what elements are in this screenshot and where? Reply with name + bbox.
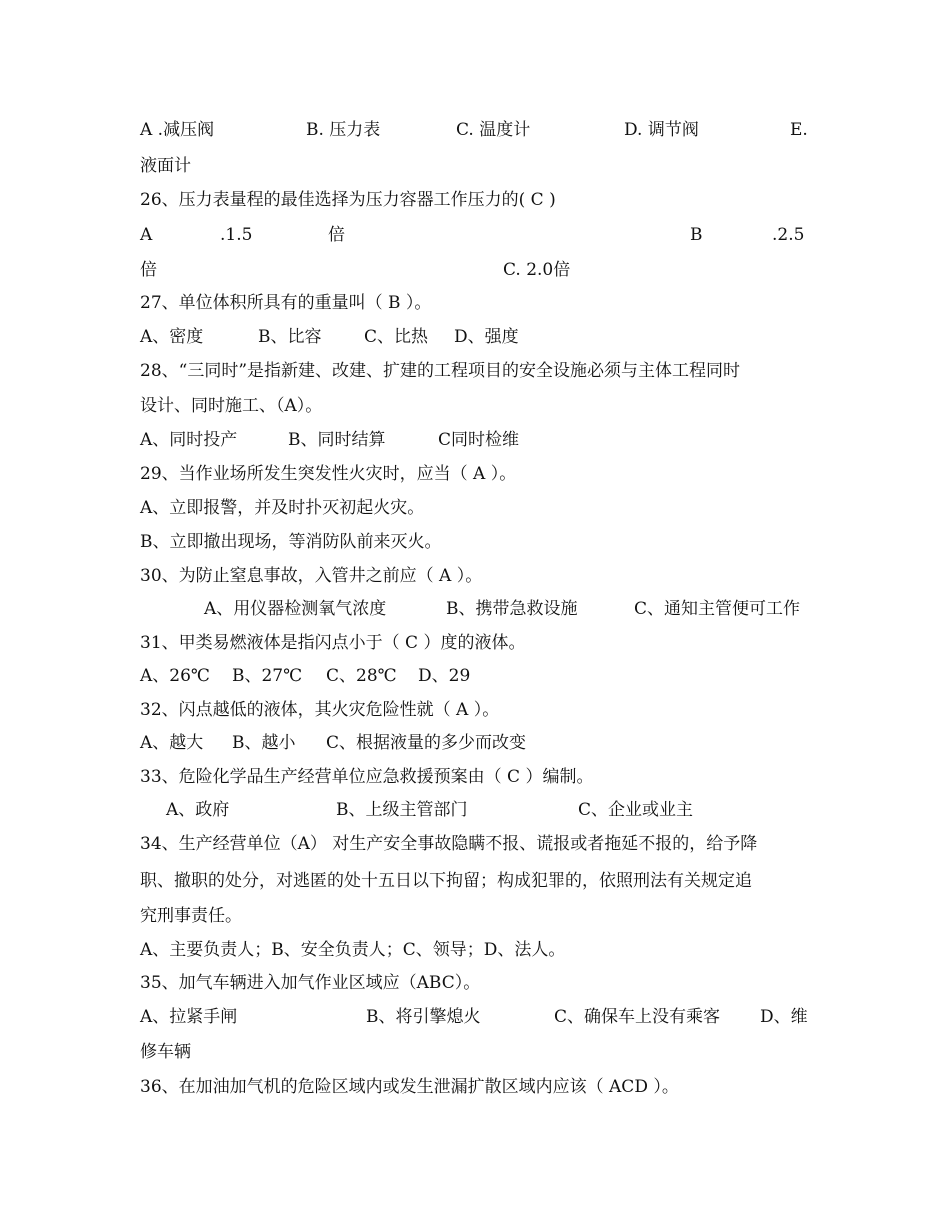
option-b: B. 压力表 bbox=[306, 120, 381, 140]
option-a-value: .1.5 bbox=[220, 225, 253, 245]
question-33: 33、危险化学品生产经营单位应急救援预案由（ C ）编制。 bbox=[140, 767, 594, 787]
question-34: 34、生产经营单位（A） 对生产安全事故隐瞒不报、谎报或者拖延不报的，给予降 bbox=[140, 834, 758, 854]
question-28: 28、“三同时”是指新建、改建、扩建的工程项目的安全设施必须与主体工程同时 bbox=[140, 361, 741, 381]
option-b: B、27℃ bbox=[232, 666, 303, 686]
option-a: A、拉紧手闸 bbox=[140, 1007, 238, 1027]
option-b: B、上级主管部门 bbox=[336, 800, 468, 820]
option-b: B、同时结算 bbox=[288, 430, 386, 450]
option-a: A、26℃ bbox=[140, 666, 210, 686]
option-b: B、越小 bbox=[232, 733, 296, 753]
option-c: C. 2.0倍 bbox=[503, 260, 571, 280]
option-a: A .减压阀 bbox=[140, 120, 215, 140]
option-b: B、携带急救设施 bbox=[446, 599, 578, 619]
question-26: 26、压力表量程的最佳选择为压力容器工作压力的( C ) bbox=[140, 190, 556, 210]
question-31: 31、甲类易燃液体是指闪点小于（ C ）度的液体。 bbox=[140, 633, 526, 653]
text-line: 职、撤职的处分，对逃匿的处十五日以下拘留；构成犯罪的，依照刑法有关规定追 bbox=[140, 871, 752, 891]
option-b: B bbox=[690, 225, 703, 245]
option-b-unit: 倍 bbox=[140, 260, 157, 280]
option-b-value: .2.5 bbox=[772, 225, 805, 245]
option-c: C、28℃ bbox=[326, 666, 397, 686]
question-32: 32、闪点越低的液体，其火灾危险性就（ A ）。 bbox=[140, 700, 500, 720]
option-b: B、比容 bbox=[258, 327, 322, 347]
option-a: A、立即报警，并及时扑灭初起火灾。 bbox=[140, 498, 425, 518]
question-36: 36、在加油加气机的危险区域内或发生泄漏扩散区域内应该（ ACD ）。 bbox=[140, 1077, 679, 1097]
question-30: 30、为防止窒息事故，入管井之前应（ A ）。 bbox=[140, 566, 483, 586]
option-c: C同时检维 bbox=[438, 430, 520, 450]
option-a: A、用仪器检测氧气浓度 bbox=[204, 599, 387, 619]
option-d: D、维 bbox=[760, 1007, 808, 1027]
option-d: D. 调节阀 bbox=[624, 120, 699, 140]
option-c: C、比热 bbox=[364, 327, 429, 347]
option-c: C、企业或业主 bbox=[578, 800, 694, 820]
option-c: C、确保车上没有乘客 bbox=[554, 1007, 721, 1027]
option-c: C、根据液量的多少而改变 bbox=[326, 733, 527, 753]
option-d: D、强度 bbox=[454, 327, 519, 347]
option-a: A、越大 bbox=[140, 733, 204, 753]
option-a: A、密度 bbox=[140, 327, 204, 347]
option-a: A、政府 bbox=[166, 800, 230, 820]
question-29: 29、当作业场所发生突发性火灾时，应当（ A ）。 bbox=[140, 464, 517, 484]
text-line: 究刑事责任。 bbox=[140, 906, 242, 926]
question-35: 35、加气车辆进入加气作业区域应（ABC）。 bbox=[140, 973, 481, 993]
option-c: C、通知主管便可工作 bbox=[634, 599, 801, 619]
options-line-34: A、主要负责人；B、安全负责人；C、领导；D、法人。 bbox=[140, 940, 566, 960]
option-b: B、将引擎熄火 bbox=[366, 1007, 481, 1027]
text-line: 修车辆 bbox=[140, 1042, 191, 1062]
option-a: A、同时投产 bbox=[140, 430, 238, 450]
text-line: 设计、同时施工、（A）。 bbox=[140, 396, 323, 416]
text-line: 液面计 bbox=[140, 156, 191, 176]
option-c: C. 温度计 bbox=[456, 120, 531, 140]
option-e: E. bbox=[790, 120, 808, 140]
option-a: A bbox=[140, 225, 153, 245]
option-b: B、立即撤出现场，等消防队前来灭火。 bbox=[140, 532, 442, 552]
option-d: D、29 bbox=[418, 666, 471, 686]
option-a-unit: 倍 bbox=[328, 225, 345, 245]
question-27: 27、单位体积所具有的重量叫（ B ）。 bbox=[140, 293, 432, 313]
